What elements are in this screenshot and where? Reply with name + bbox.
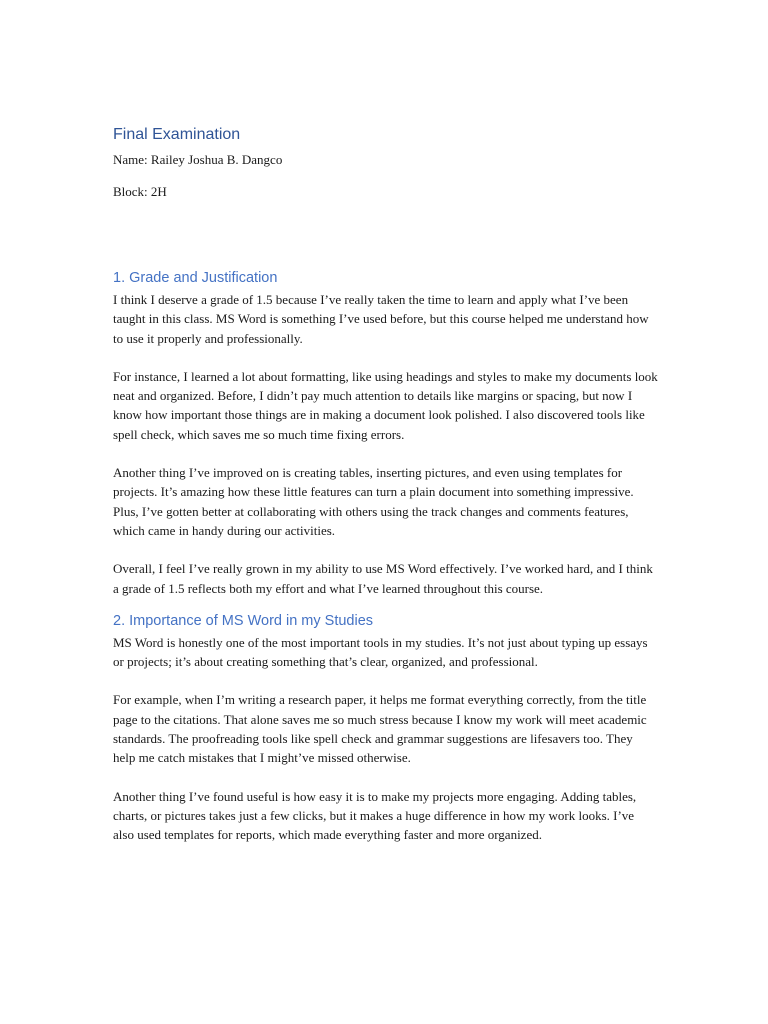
paragraph: MS Word is honestly one of the most important tools in my studies. It’s not just about typing up essays or projects; it’s about creating something that’s clear, organized, and professional.	[113, 634, 648, 670]
block-line: Block: 2H	[113, 184, 167, 199]
paragraph: Another thing I’ve improved on is creating tables, inserting pictures, and even using templates for projects. It’s amazing how these little features can turn a plain document into something impressive. Plus, I’ve gotten better at collaborating with others using the track changes and comments features, which came in handy during our activities.	[113, 465, 634, 538]
paragraph: Another thing I’ve found useful is how easy it is to make my projects more engaging. Adding tables, charts, or pictures takes just a few clicks, but it makes a huge difference in how my work looks. I’ve also used templates for reports, which made everything faster and more organized.	[113, 788, 637, 843]
document-title: Final Examination	[113, 126, 241, 143]
document-page	[113, 124, 658, 845]
section-grade-justification	[113, 268, 658, 598]
paragraph: For example, when I’m writing a research paper, it helps me format everything correctly, from the title page to the citations. That alone saves me so much stress because I know my work will meet academic standards. The proofreading tools like spell check and grammar suggestions are lifesavers too. They help me catch mistakes that I might’ve missed otherwise.	[113, 692, 647, 766]
section-importance-ms-word	[113, 611, 658, 845]
paragraph: I think I deserve a grade of 1.5 because I’ve really taken the time to learn and apply what I’ve been taught in this class. MS Word is something I’ve used before, but this course helped me understand how to use it properly and professionally.	[113, 292, 649, 346]
paragraph: For instance, I learned a lot about formatting, like using headings and styles to make my documents look neat and organized. Before, I didn’t pay much attention to details like margins or spacing, but now I know how important those things are in making a document look polished. I also discovered tools like spell check, which saves me so much time fixing errors.	[113, 368, 658, 442]
section-heading: 1. Grade and Justification	[113, 270, 278, 286]
paragraph: Overall, I feel I’ve really grown in my ability to use MS Word effectively. I’ve worked hard, and I think a grade of 1.5 reflects both my effort and what I’ve learned throughout this course.	[113, 561, 653, 596]
student-name-line: Name: Railey Joshua B. Dangco	[113, 152, 283, 167]
section-heading: 2. Importance of MS Word in my Studies	[113, 612, 374, 629]
